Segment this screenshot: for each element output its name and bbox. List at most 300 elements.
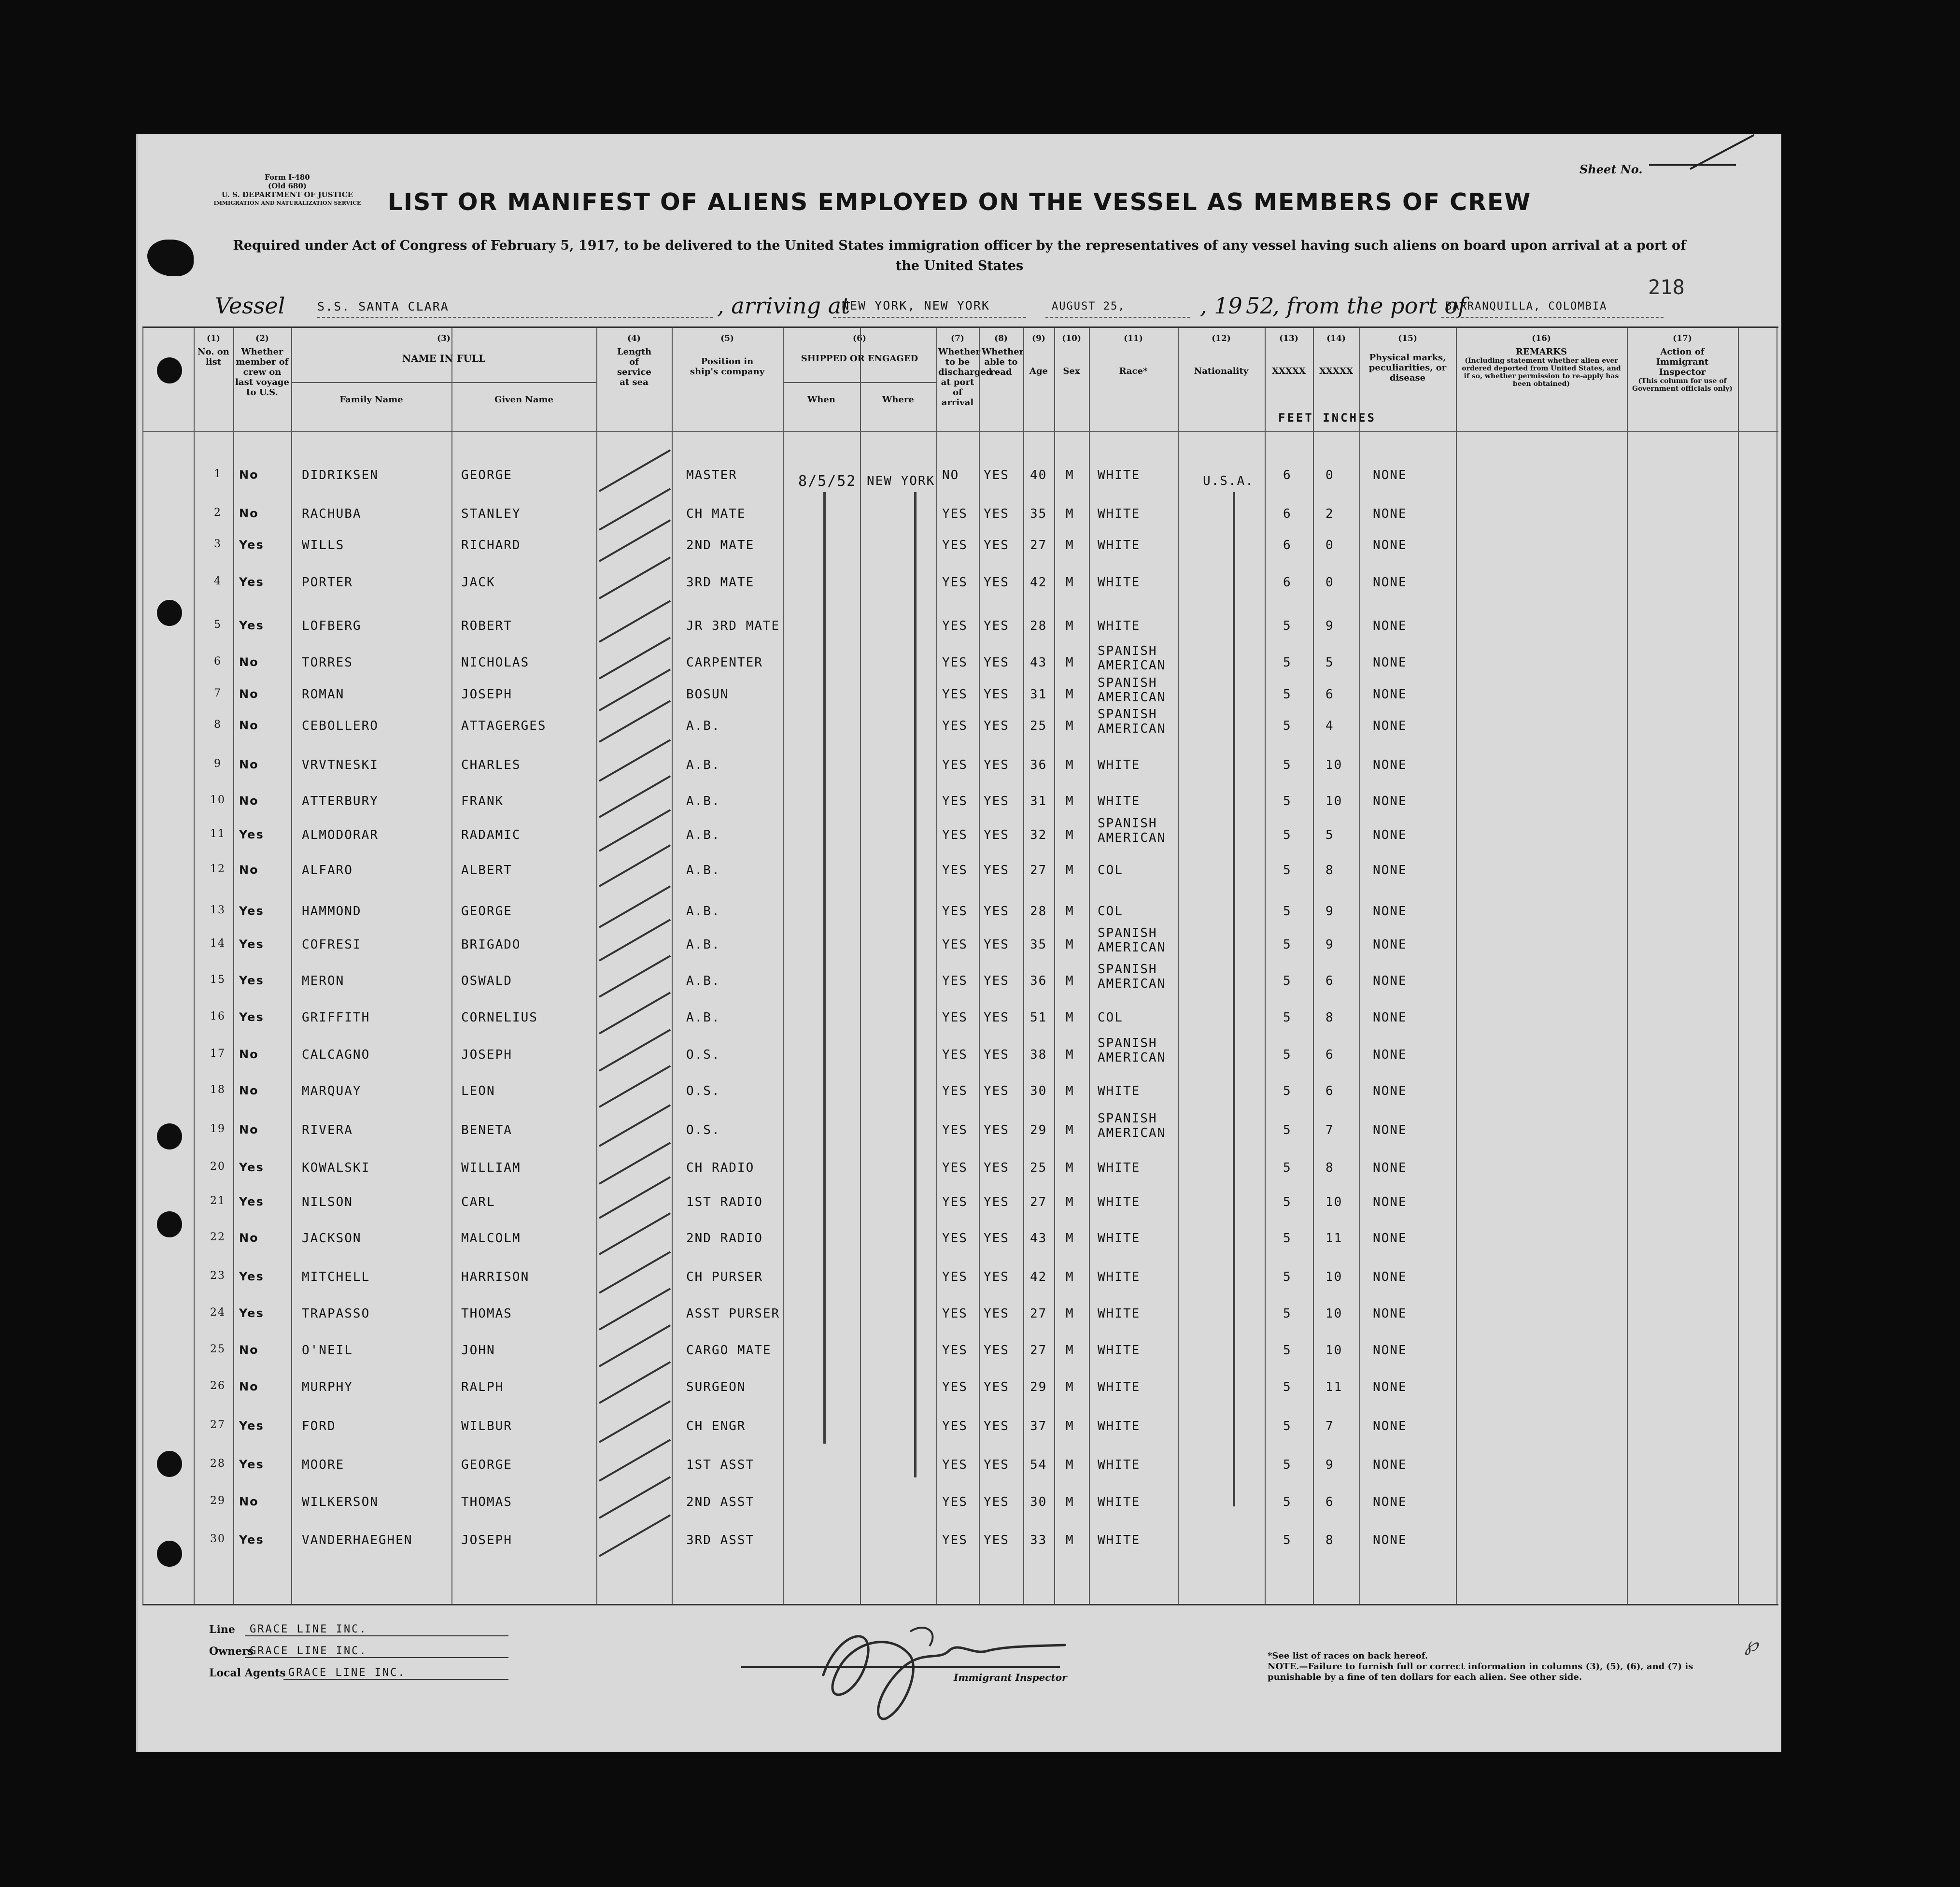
table-row xyxy=(142,816,1778,852)
discharged-value: YES xyxy=(942,1195,968,1209)
age-value: 27 xyxy=(1030,538,1047,553)
family-name: PORTER xyxy=(302,575,353,590)
physical-marks-value: NONE xyxy=(1373,758,1407,772)
height-inches-value: 10 xyxy=(1325,758,1343,772)
sex-value: M xyxy=(1066,974,1074,988)
race-value: SPANISH AMERICAN xyxy=(1098,816,1166,845)
given-name: LEON xyxy=(461,1084,495,1098)
header-given-name: Given Name xyxy=(494,395,554,405)
position-value: A.B. xyxy=(686,863,720,878)
year-value: 52 xyxy=(1246,293,1274,319)
footnote-penalty: NOTE.—Failure to furnish full or correct information in columns (3), (5), (6), and (7) is punishable by a fine of ten dollars for each alien. See other side. xyxy=(1268,1661,1693,1682)
sex-value: M xyxy=(1066,655,1074,670)
race-value: SPANISH AMERICAN xyxy=(1098,1111,1166,1140)
sex-value: M xyxy=(1066,538,1074,553)
footnote xyxy=(1268,1651,1726,1683)
height-feet-value: 5 xyxy=(1283,758,1292,772)
height-feet-value: 5 xyxy=(1283,904,1292,919)
able-to-read-value: YES xyxy=(984,1195,1009,1209)
row-number: 26 xyxy=(210,1380,226,1392)
family-name: LOFBERG xyxy=(302,619,362,633)
physical-marks-value: NONE xyxy=(1373,538,1407,553)
position-value: CH ENGR xyxy=(686,1419,746,1433)
row-number: 1 xyxy=(214,468,222,480)
last-voyage-value: Yes xyxy=(239,974,264,987)
ink-blot xyxy=(147,240,194,276)
able-to-read-value: YES xyxy=(984,1123,1009,1137)
service-name: IMMIGRATION AND NATURALIZATION SERVICE xyxy=(213,200,361,206)
height-feet-value: 6 xyxy=(1283,468,1292,482)
form-old-number: (Old 680) xyxy=(268,182,307,190)
header-race: (11) Race* xyxy=(1119,334,1148,376)
position-value: A.B. xyxy=(686,904,720,919)
able-to-read-value: YES xyxy=(984,575,1009,590)
height-inches-value: 10 xyxy=(1325,1343,1343,1358)
age-value: 28 xyxy=(1030,904,1047,919)
row-number: 22 xyxy=(210,1231,226,1243)
physical-marks-value: NONE xyxy=(1373,1084,1407,1098)
height-inches-value: 11 xyxy=(1325,1380,1343,1394)
family-name: MERON xyxy=(302,974,345,988)
height-feet-value: 5 xyxy=(1283,687,1292,702)
service-tick-mark xyxy=(599,1476,671,1518)
physical-marks-value: NONE xyxy=(1373,1306,1407,1321)
family-name: COFRESI xyxy=(302,937,362,952)
given-name: RICHARD xyxy=(461,538,521,553)
given-name: JOSEPH xyxy=(461,687,512,702)
position-value: CARPENTER xyxy=(686,655,763,670)
physical-marks-value: NONE xyxy=(1373,904,1407,919)
table-row xyxy=(142,1006,1778,1035)
height-feet-value: 5 xyxy=(1283,1533,1292,1547)
age-value: 54 xyxy=(1030,1458,1047,1472)
height-inches-value: 0 xyxy=(1325,538,1334,553)
given-name: JOHN xyxy=(461,1343,495,1358)
discharged-value: YES xyxy=(942,538,968,553)
race-value: WHITE xyxy=(1098,758,1141,772)
row-number: 19 xyxy=(210,1123,226,1135)
able-to-read-value: YES xyxy=(984,828,1009,842)
position-value: A.B. xyxy=(686,974,720,988)
row-number: 27 xyxy=(210,1419,226,1431)
discharged-value: YES xyxy=(942,1306,968,1321)
position-value: O.S. xyxy=(686,1048,720,1062)
physical-marks-value: NONE xyxy=(1373,468,1407,482)
sex-value: M xyxy=(1066,758,1074,772)
row-number: 12 xyxy=(210,863,226,875)
given-name: ATTAGERGES xyxy=(461,719,547,733)
able-to-read-value: YES xyxy=(984,1419,1009,1433)
header-shipped-engaged: (6) SHIPPED OR ENGAGED xyxy=(801,334,918,364)
race-value: SPANISH AMERICAN xyxy=(1098,644,1166,673)
given-name: OSWALD xyxy=(461,974,512,988)
height-feet-value: 5 xyxy=(1283,1195,1292,1209)
last-voyage-value: Yes xyxy=(239,904,264,918)
row-number: 10 xyxy=(210,794,226,806)
given-name: RALPH xyxy=(461,1380,504,1394)
age-value: 29 xyxy=(1030,1123,1047,1137)
page-subtitle: Required under Act of Congress of February 5, 1917, to be delivered to the United States immigration officer by the representatives of any vessel having such aliens on board upon arrival at a port of the United States xyxy=(233,238,1686,273)
service-tick-mark xyxy=(599,885,671,928)
discharged-value: YES xyxy=(942,758,968,772)
height-inches-value: 9 xyxy=(1325,619,1334,633)
race-value: COL xyxy=(1098,1010,1123,1025)
port-fill-line xyxy=(1441,317,1664,318)
physical-marks-value: NONE xyxy=(1373,655,1407,670)
height-feet-value: 5 xyxy=(1283,828,1292,842)
sex-value: M xyxy=(1066,794,1074,809)
header-able-to-read: (8) Whether able to read xyxy=(982,334,1024,377)
height-inches-value: 10 xyxy=(1325,1195,1343,1209)
position-value: A.B. xyxy=(686,794,720,809)
physical-marks-value: NONE xyxy=(1373,1270,1407,1284)
family-name: MURPHY xyxy=(302,1380,353,1394)
discharged-value: YES xyxy=(942,1048,968,1062)
table-row xyxy=(142,962,1778,998)
sex-value: M xyxy=(1066,904,1074,919)
age-value: 27 xyxy=(1030,1343,1047,1358)
inspector-signature xyxy=(765,1603,1132,1728)
discharged-value: YES xyxy=(942,1419,968,1433)
given-name: CHARLES xyxy=(461,758,521,772)
family-name: NILSON xyxy=(302,1195,353,1209)
sex-value: M xyxy=(1066,575,1074,590)
position-value: A.B. xyxy=(686,1010,720,1025)
height-feet-value: 6 xyxy=(1283,575,1292,590)
header-name-split xyxy=(291,382,596,383)
height-inches-value: 6 xyxy=(1325,1495,1334,1509)
physical-marks-value: NONE xyxy=(1373,1123,1407,1137)
able-to-read-value: YES xyxy=(984,758,1009,772)
row-number: 2 xyxy=(214,507,222,519)
service-tick-mark xyxy=(599,1361,671,1404)
last-voyage-value: No xyxy=(239,794,259,808)
position-value: 3RD MATE xyxy=(686,575,755,590)
given-name: BENETA xyxy=(461,1123,512,1137)
sex-value: M xyxy=(1066,1380,1074,1394)
last-voyage-value: No xyxy=(239,655,259,669)
height-inches-value: 4 xyxy=(1325,719,1334,733)
last-voyage-value: No xyxy=(239,719,259,732)
arrival-port: NEW YORK, NEW YORK xyxy=(842,298,990,312)
age-value: 30 xyxy=(1030,1495,1047,1509)
family-name: MITCHELL xyxy=(302,1270,370,1284)
height-feet-value: 5 xyxy=(1283,655,1292,670)
table-row xyxy=(142,1528,1778,1557)
position-value: BOSUN xyxy=(686,687,729,702)
row-number: 13 xyxy=(210,904,226,916)
height-feet-value: 5 xyxy=(1283,1419,1292,1433)
row-number: 23 xyxy=(210,1270,226,1282)
discharged-value: YES xyxy=(942,1161,968,1175)
table-row xyxy=(142,926,1778,962)
corner-pencil-mark: ℘ xyxy=(1745,1633,1758,1656)
service-tick-mark xyxy=(599,1514,671,1557)
table-row xyxy=(142,502,1778,531)
service-tick-mark xyxy=(599,739,671,781)
sex-value: M xyxy=(1066,1161,1074,1175)
able-to-read-value: YES xyxy=(984,794,1009,809)
position-value: CARGO MATE xyxy=(686,1343,772,1358)
family-name: ALFARO xyxy=(302,863,353,878)
given-name: WILBUR xyxy=(461,1419,512,1433)
last-voyage-value: No xyxy=(239,758,259,771)
last-voyage-value: No xyxy=(239,507,259,520)
physical-marks-value: NONE xyxy=(1373,794,1407,809)
height-feet-value: 5 xyxy=(1283,1458,1292,1472)
age-value: 43 xyxy=(1030,655,1047,670)
header-discharged: (7) Whether to be discharged at port of arrival xyxy=(938,334,992,408)
position-value: ASST PURSER xyxy=(686,1306,780,1321)
race-value: COL xyxy=(1098,904,1123,919)
last-voyage-value: Yes xyxy=(239,1306,264,1320)
height-inches-value: 8 xyxy=(1325,1010,1334,1025)
table-row xyxy=(142,1226,1778,1255)
position-value: 1ST ASST xyxy=(686,1458,755,1472)
age-value: 27 xyxy=(1030,863,1047,878)
physical-marks-value: NONE xyxy=(1373,937,1407,952)
sex-value: M xyxy=(1066,937,1074,952)
race-value: WHITE xyxy=(1098,794,1141,809)
race-value: WHITE xyxy=(1098,1419,1141,1433)
family-name: MARQUAY xyxy=(302,1084,362,1098)
able-to-read-value: YES xyxy=(984,1270,1009,1284)
position-value: A.B. xyxy=(686,758,720,772)
table-row xyxy=(142,1375,1778,1404)
department-name: U. S. DEPARTMENT OF JUSTICE xyxy=(221,190,353,199)
row-number: 16 xyxy=(210,1010,226,1022)
able-to-read-value: YES xyxy=(984,1161,1009,1175)
form-number: Form I-480 xyxy=(265,173,310,182)
discharged-value: YES xyxy=(942,619,968,633)
given-name: CORNELIUS xyxy=(461,1010,538,1025)
family-name: ATTERBURY xyxy=(302,794,379,809)
given-name: BRIGADO xyxy=(461,937,521,952)
discharged-value: YES xyxy=(942,904,968,919)
row-number: 30 xyxy=(210,1533,226,1545)
position-value: CH MATE xyxy=(686,507,746,521)
given-name: ALBERT xyxy=(461,863,512,878)
sex-value: M xyxy=(1066,1123,1074,1137)
able-to-read-value: YES xyxy=(984,1231,1009,1246)
header-when: When xyxy=(807,395,835,405)
header-name-in-full: (3) NAME IN FULL xyxy=(402,334,486,364)
sex-value: M xyxy=(1066,468,1074,482)
table-row xyxy=(142,1156,1778,1185)
header-sex: (10) Sex xyxy=(1062,334,1081,376)
height-inches-value: 8 xyxy=(1325,863,1334,878)
height-inches-value: 9 xyxy=(1325,904,1334,919)
height-feet-value: 5 xyxy=(1283,719,1292,733)
line-label: Line xyxy=(209,1623,235,1636)
discharged-value: YES xyxy=(942,1231,968,1246)
physical-marks-value: NONE xyxy=(1373,1010,1407,1025)
table-row xyxy=(142,463,1778,492)
able-to-read-value: YES xyxy=(984,1343,1009,1358)
physical-marks-value: NONE xyxy=(1373,1231,1407,1246)
header-nationality: (12) Nationality xyxy=(1194,334,1249,376)
race-value: WHITE xyxy=(1098,1458,1141,1472)
height-feet-value: 5 xyxy=(1283,937,1292,952)
height-feet-value: 6 xyxy=(1283,507,1292,521)
last-voyage-value: No xyxy=(239,1495,259,1508)
nationality-value: U.S.A. xyxy=(1203,474,1254,488)
age-value: 51 xyxy=(1030,1010,1047,1025)
header-length-of-service: (4) Length of service at sea xyxy=(617,334,652,387)
table-row xyxy=(142,1036,1778,1072)
age-value: 33 xyxy=(1030,1533,1047,1547)
given-name: GEORGE xyxy=(461,904,512,919)
family-name: CEBOLLERO xyxy=(302,719,379,733)
physical-marks-value: NONE xyxy=(1373,687,1407,702)
physical-marks-value: NONE xyxy=(1373,1419,1407,1433)
agents-underline xyxy=(283,1679,508,1680)
table-row xyxy=(142,644,1778,680)
service-tick-mark xyxy=(599,1104,671,1147)
row-number: 29 xyxy=(210,1495,226,1507)
race-value: WHITE xyxy=(1098,1161,1141,1175)
height-inches-value: 10 xyxy=(1325,794,1343,809)
agents-label: Local Agents xyxy=(209,1667,286,1679)
sex-value: M xyxy=(1066,1533,1074,1547)
header-no-on-list: (1) No. on list xyxy=(197,334,229,367)
line-value: GRACE LINE INC. xyxy=(250,1623,367,1635)
discharged-value: YES xyxy=(942,575,968,590)
position-value: A.B. xyxy=(686,828,720,842)
position-value: JR 3RD MATE xyxy=(686,619,780,633)
position-value: MASTER xyxy=(686,468,737,482)
physical-marks-value: NONE xyxy=(1373,1048,1407,1062)
last-voyage-value: Yes xyxy=(239,538,264,552)
row-number: 11 xyxy=(210,828,226,840)
owners-value: GRACE LINE INC. xyxy=(250,1645,367,1657)
sex-value: M xyxy=(1066,1084,1074,1098)
position-value: CH PURSER xyxy=(686,1270,763,1284)
family-name: MOORE xyxy=(302,1458,345,1472)
height-feet-value: 5 xyxy=(1283,1010,1292,1025)
family-name: ROMAN xyxy=(302,687,345,702)
last-voyage-value: No xyxy=(239,1048,259,1061)
race-value: WHITE xyxy=(1098,538,1141,553)
race-value: SPANISH AMERICAN xyxy=(1098,1036,1166,1065)
last-voyage-value: Yes xyxy=(239,1010,264,1024)
age-value: 29 xyxy=(1030,1380,1047,1394)
able-to-read-value: YES xyxy=(984,1084,1009,1098)
table-row xyxy=(142,789,1778,818)
given-name: THOMAS xyxy=(461,1306,512,1321)
given-name: GEORGE xyxy=(461,1458,512,1472)
header-col-13: (13) XXXXX xyxy=(1272,334,1306,376)
agents-value: GRACE LINE INC. xyxy=(288,1667,406,1679)
last-voyage-value: No xyxy=(239,687,259,701)
height-inches-value: 7 xyxy=(1325,1123,1334,1137)
page-title: LIST OR MANIFEST OF ALIENS EMPLOYED ON THE VESSEL AS MEMBERS OF CREW xyxy=(387,188,1532,216)
age-value: 38 xyxy=(1030,1048,1047,1062)
given-name: JOSEPH xyxy=(461,1048,512,1062)
row-number: 9 xyxy=(214,758,222,770)
family-name: WILLS xyxy=(302,538,345,553)
physical-marks-value: NONE xyxy=(1373,1380,1407,1394)
date-fill-line xyxy=(1045,317,1190,318)
sex-value: M xyxy=(1066,1270,1074,1284)
family-name: RACHUBA xyxy=(302,507,362,521)
physical-marks-value: NONE xyxy=(1373,619,1407,633)
given-name: NICHOLAS xyxy=(461,655,530,670)
row-number: 25 xyxy=(210,1343,226,1355)
given-name: JACK xyxy=(461,575,495,590)
able-to-read-value: YES xyxy=(984,1533,1009,1547)
sex-value: M xyxy=(1066,1419,1074,1433)
header-last-voyage: (2) Whether member of crew on last voyage to U.S. xyxy=(235,334,289,397)
sex-value: M xyxy=(1066,507,1074,521)
given-name: HARRISON xyxy=(461,1270,530,1284)
height-feet-value: 5 xyxy=(1283,1048,1292,1062)
last-voyage-value: Yes xyxy=(239,1419,264,1433)
given-name: RADAMIC xyxy=(461,828,521,842)
age-value: 30 xyxy=(1030,1084,1047,1098)
race-value: WHITE xyxy=(1098,1084,1141,1098)
height-feet-value: 5 xyxy=(1283,1123,1292,1137)
last-voyage-value: No xyxy=(239,1084,259,1097)
table-row xyxy=(142,753,1778,782)
able-to-read-value: YES xyxy=(984,468,1009,482)
given-name: THOMAS xyxy=(461,1495,512,1509)
row-number: 24 xyxy=(210,1306,226,1319)
age-value: 25 xyxy=(1030,1161,1047,1175)
race-value: SPANISH AMERICAN xyxy=(1098,676,1166,705)
stamped-number: 218 xyxy=(1648,275,1685,299)
table-row xyxy=(142,1302,1778,1331)
from-port-label: , from the port of xyxy=(1272,293,1466,319)
row-number: 28 xyxy=(210,1458,226,1470)
physical-marks-value: NONE xyxy=(1373,507,1407,521)
given-name: WILLIAM xyxy=(461,1161,521,1175)
row-number: 21 xyxy=(210,1195,226,1207)
given-name: FRANK xyxy=(461,794,504,809)
line-underline xyxy=(245,1635,508,1636)
last-voyage-value: Yes xyxy=(239,1458,264,1471)
last-voyage-value: Yes xyxy=(239,1533,264,1546)
given-name: MALCOLM xyxy=(461,1231,521,1246)
last-voyage-value: Yes xyxy=(239,1270,264,1283)
height-inches-value: 9 xyxy=(1325,937,1334,952)
header-inspector-action: (17) Action of Immigrant Inspector (This column for use of Government officials only) xyxy=(1632,334,1733,393)
row-number: 14 xyxy=(210,937,226,950)
physical-marks-value: NONE xyxy=(1373,575,1407,590)
position-value: 2ND MATE xyxy=(686,538,755,553)
discharged-value: YES xyxy=(942,863,968,878)
height-feet-value: 5 xyxy=(1283,1270,1292,1284)
discharged-value: YES xyxy=(942,1533,968,1547)
age-value: 36 xyxy=(1030,974,1047,988)
arrival-date: AUGUST 25, xyxy=(1052,300,1126,312)
discharged-value: YES xyxy=(942,794,968,809)
header-bottom-rule xyxy=(142,431,1778,432)
position-value: 2ND RADIO xyxy=(686,1231,763,1246)
crew-table xyxy=(142,326,1778,1605)
header-position: (5) Position in ship's company xyxy=(690,334,765,377)
table-row xyxy=(142,614,1778,643)
vessel-fill-line xyxy=(317,317,713,318)
age-value: 42 xyxy=(1030,575,1047,590)
family-name: DIDRIKSEN xyxy=(302,468,379,482)
row-number: 15 xyxy=(210,974,226,986)
manifest-sheet xyxy=(136,134,1781,1752)
physical-marks-value: NONE xyxy=(1373,828,1407,842)
race-value: WHITE xyxy=(1098,1533,1141,1547)
signature-line xyxy=(741,1666,1060,1668)
table-row xyxy=(142,533,1778,562)
